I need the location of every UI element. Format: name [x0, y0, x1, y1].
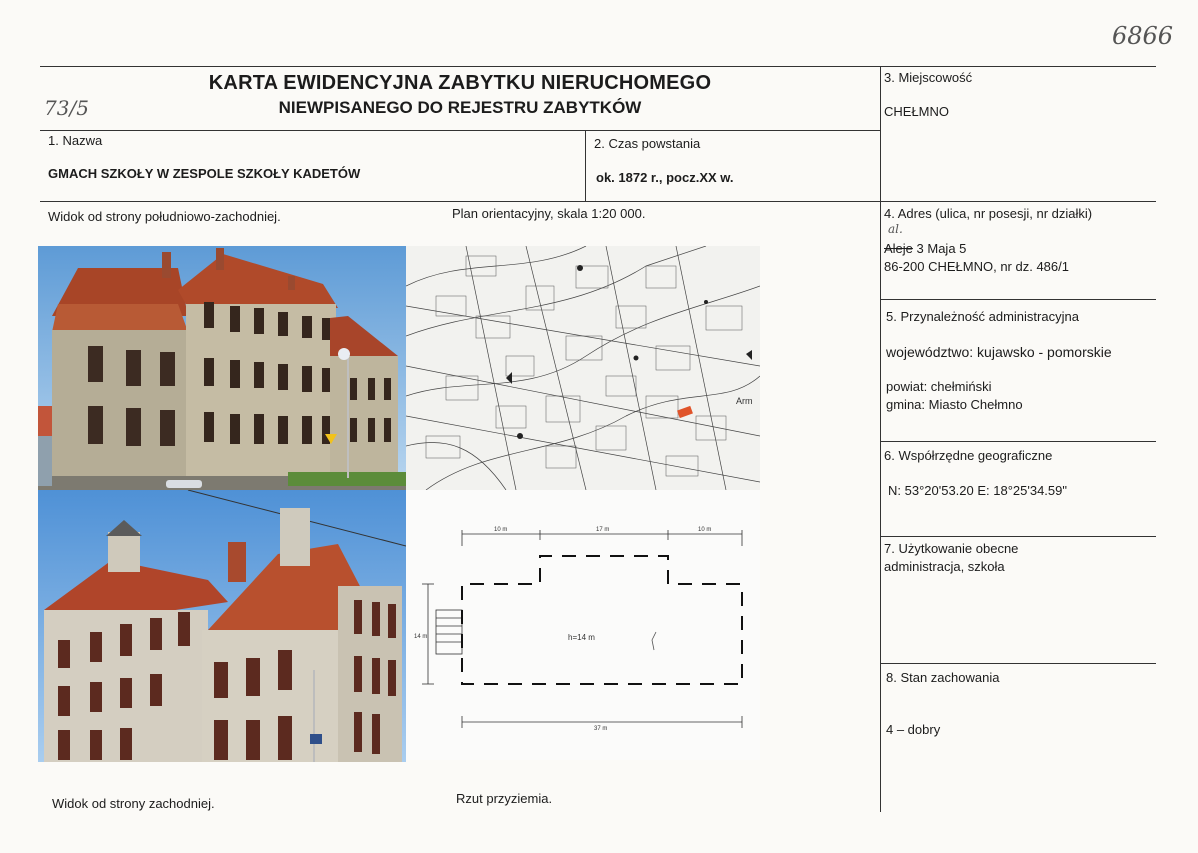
frame-line-admin-bottom [880, 441, 1156, 442]
date-label: 2. Czas powstania [594, 136, 701, 151]
card-title: KARTA EWIDENCYJNA ZABYTKU NIERUCHOMEGO [208, 72, 712, 94]
locality-value: CHEŁMNO [884, 104, 950, 119]
plan-dim-depth: 14 m [414, 634, 428, 640]
photo2-caption: Widok od strony zachodniej. [52, 796, 215, 811]
name-value: GMACH SZKOŁY W ZESPOLE SZKOŁY KADETÓW [48, 166, 361, 181]
plan-dim-center: 17 m [596, 527, 610, 533]
handwritten-number: 6866 [1112, 22, 1174, 50]
plan-dim-left: 10 m [494, 527, 508, 533]
handwritten-address-note: al. [888, 222, 903, 236]
address-street: 3 Maja 5 [912, 241, 967, 256]
county-value: powiat: chełmiński [886, 379, 992, 394]
photo-southwest-view [38, 246, 406, 490]
admin-label: 5. Przynależność administracyjna [886, 309, 1079, 324]
address-line1 [884, 241, 966, 256]
voivodeship-value: województwo: kujawsko - pomorskie [886, 344, 1112, 360]
frame-line-addr-bottom [880, 299, 1156, 300]
photo-west-view [38, 490, 406, 762]
usage-value: administracja, szkoła [884, 559, 1005, 574]
address-line2: 86-200 CHEŁMNO, nr dz. 486/1 [884, 259, 1069, 274]
ground-floor-plan [406, 490, 760, 760]
plan-dim-length: 37 m [594, 726, 608, 732]
map-corner-label: Arm [736, 396, 753, 406]
photo1-caption: Widok od strony południowo-zachodniej. [48, 209, 281, 224]
coords-label: 6. Współrzędne geograficzne [884, 448, 1053, 463]
plan-height-label: h=14 m [568, 633, 595, 642]
name-label: 1. Nazwa [48, 133, 103, 148]
plan-caption: Rzut przyziemia. [456, 791, 553, 806]
frame-line-coords-bottom [880, 536, 1156, 537]
usage-label: 7. Użytkowanie obecne [884, 541, 1019, 556]
map-caption: Plan orientacyjny, skala 1:20 000. [452, 206, 646, 221]
plan-dim-right: 10 m [698, 527, 712, 533]
address-struck-word: Aleje [884, 241, 913, 256]
frame-line-usage-bottom [880, 663, 1156, 664]
coords-value: N: 53°20'53.20 E: 18°25'34.59" [888, 483, 1067, 498]
address-label: 4. Adres (ulica, nr posesji, nr działki) [884, 206, 1093, 221]
handwritten-file-number: 73/5 [44, 96, 89, 120]
locality-label: 3. Miejscowość [884, 70, 973, 85]
condition-value: 4 – dobry [886, 722, 941, 737]
frame-top-line [40, 66, 1156, 67]
municipality-value: gmina: Miasto Chełmno [886, 397, 1023, 412]
frame-divider-main [880, 66, 881, 812]
date-value: ok. 1872 r., pocz.XX w. [596, 170, 734, 185]
card-subtitle: NIEWPISANEGO DO REJESTRU ZABYTKÓW [278, 98, 642, 117]
frame-divider-date [585, 130, 586, 201]
frame-line-title-bottom [40, 130, 880, 131]
condition-label: 8. Stan zachowania [886, 670, 1000, 685]
frame-line-name-bottom [40, 201, 1156, 202]
orientation-map [406, 246, 760, 490]
